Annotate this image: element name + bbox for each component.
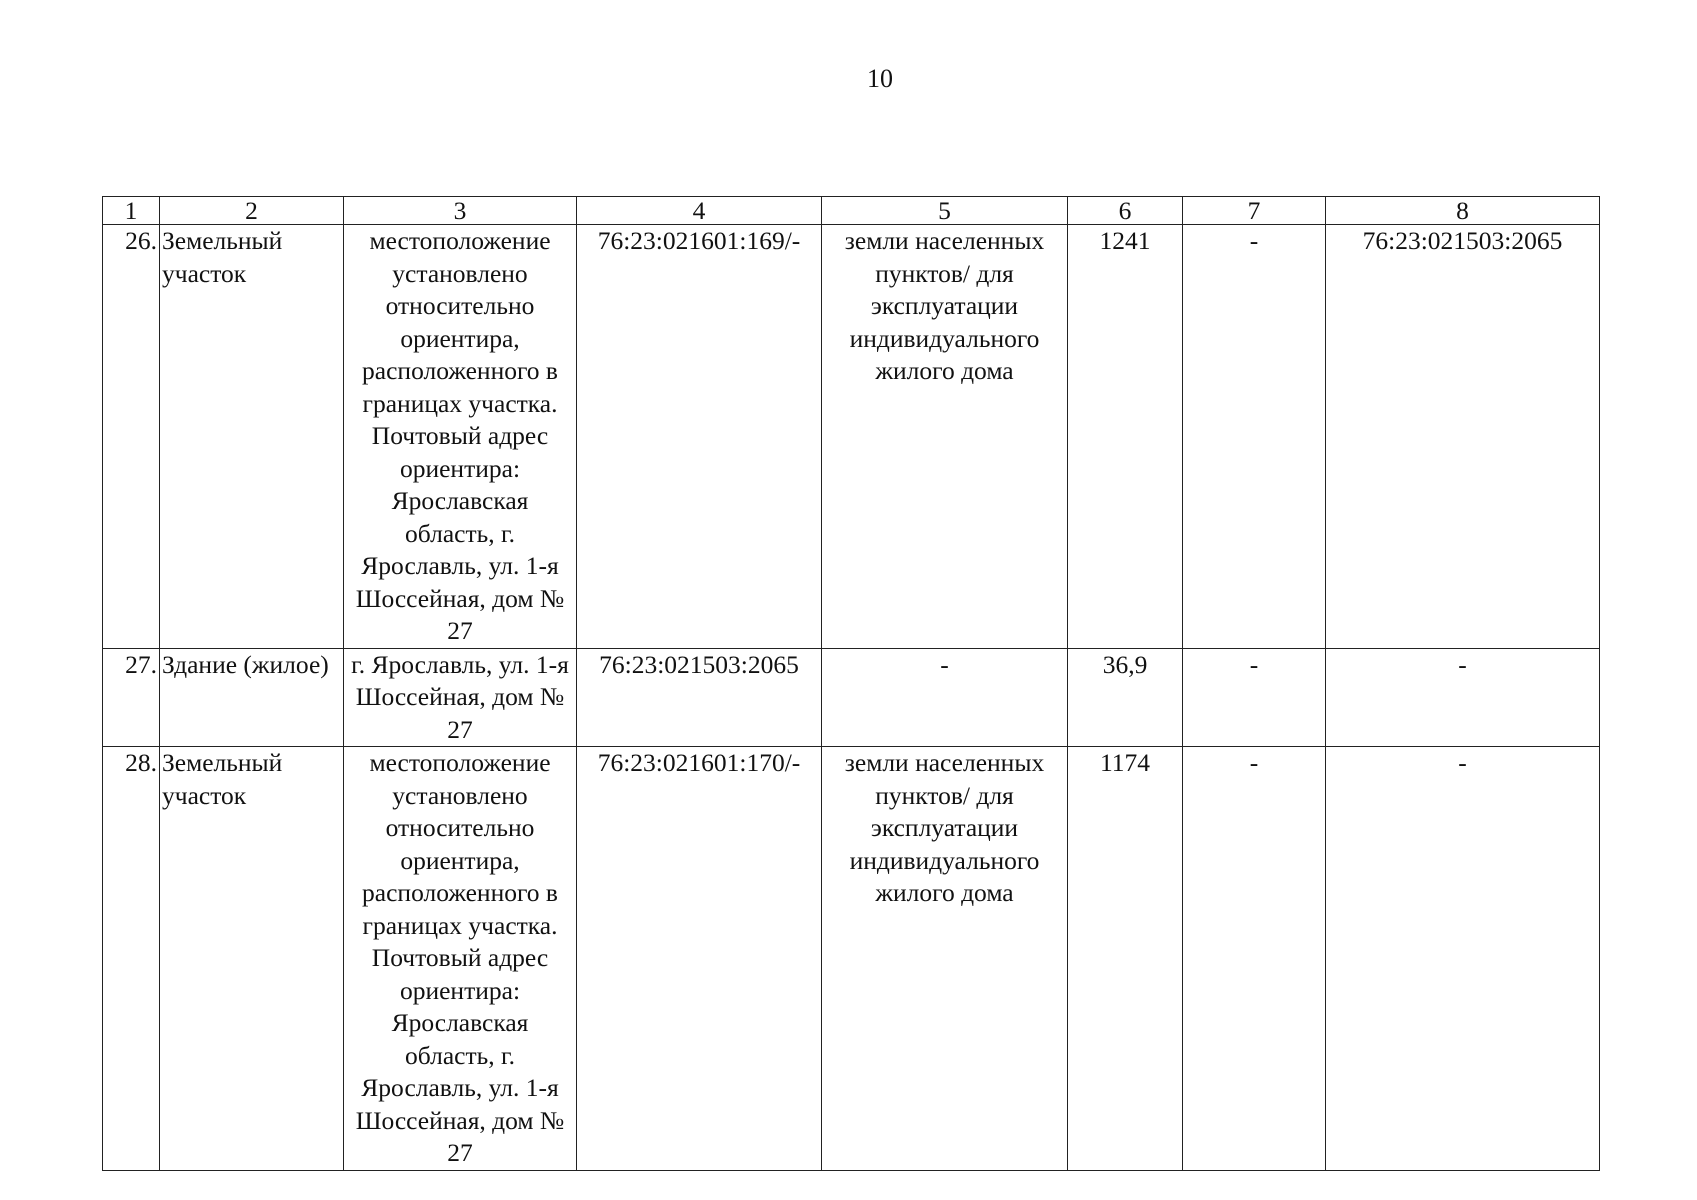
- area-value: 1174: [1068, 747, 1183, 1171]
- row-number: 26.: [103, 225, 160, 649]
- column-header: 8: [1326, 197, 1600, 225]
- column-7-value: -: [1183, 747, 1326, 1171]
- table-row: [103, 747, 1600, 1171]
- related-cadastral-number: -: [1326, 747, 1600, 1171]
- related-cadastral-number: 76:23:021503:2065: [1326, 225, 1600, 649]
- column-header: 4: [577, 197, 822, 225]
- page-number: 10: [867, 64, 893, 93]
- column-header: 5: [822, 197, 1068, 225]
- area-value: 1241: [1068, 225, 1183, 649]
- cadastral-number: 76:23:021601:169/-: [577, 225, 822, 649]
- table-row: [103, 225, 1600, 649]
- area-value: 36,9: [1068, 648, 1183, 747]
- header-row: [103, 197, 1600, 225]
- row-number: 27.: [103, 648, 160, 747]
- land-category: земли населенных пунктов/ для эксплуатации индивидуального жилого дома: [822, 747, 1068, 1171]
- column-header: 3: [344, 197, 577, 225]
- object-location: местоположение установлено относительно ориентира, расположенного в границах участка. Почтовый адрес ориентира: Ярославская область, г. Ярославль, ул. 1-я Шоссейная, дом № 27: [344, 747, 577, 1171]
- object-name: Земельный участок: [160, 225, 344, 649]
- column-header: 2: [160, 197, 344, 225]
- cadastral-number: 76:23:021503:2065: [577, 648, 822, 747]
- property-table: [102, 196, 1600, 1171]
- table-row: [103, 648, 1600, 747]
- column-header: 6: [1068, 197, 1183, 225]
- column-7-value: -: [1183, 648, 1326, 747]
- object-name: Земельный участок: [160, 747, 344, 1171]
- column-header: 1: [103, 197, 160, 225]
- object-name: Здание (жилое): [160, 648, 344, 747]
- object-location: местоположение установлено относительно ориентира, расположенного в границах участка. Почтовый адрес ориентира: Ярославская область, г. Ярославль, ул. 1-я Шоссейная, дом № 27: [344, 225, 577, 649]
- related-cadastral-number: -: [1326, 648, 1600, 747]
- column-header: 7: [1183, 197, 1326, 225]
- column-7-value: -: [1183, 225, 1326, 649]
- row-number: 28.: [103, 747, 160, 1171]
- object-location: г. Ярославль, ул. 1-я Шоссейная, дом № 27: [344, 648, 577, 747]
- land-category: -: [822, 648, 1068, 747]
- cadastral-number: 76:23:021601:170/-: [577, 747, 822, 1171]
- land-category: земли населенных пунктов/ для эксплуатации индивидуального жилого дома: [822, 225, 1068, 649]
